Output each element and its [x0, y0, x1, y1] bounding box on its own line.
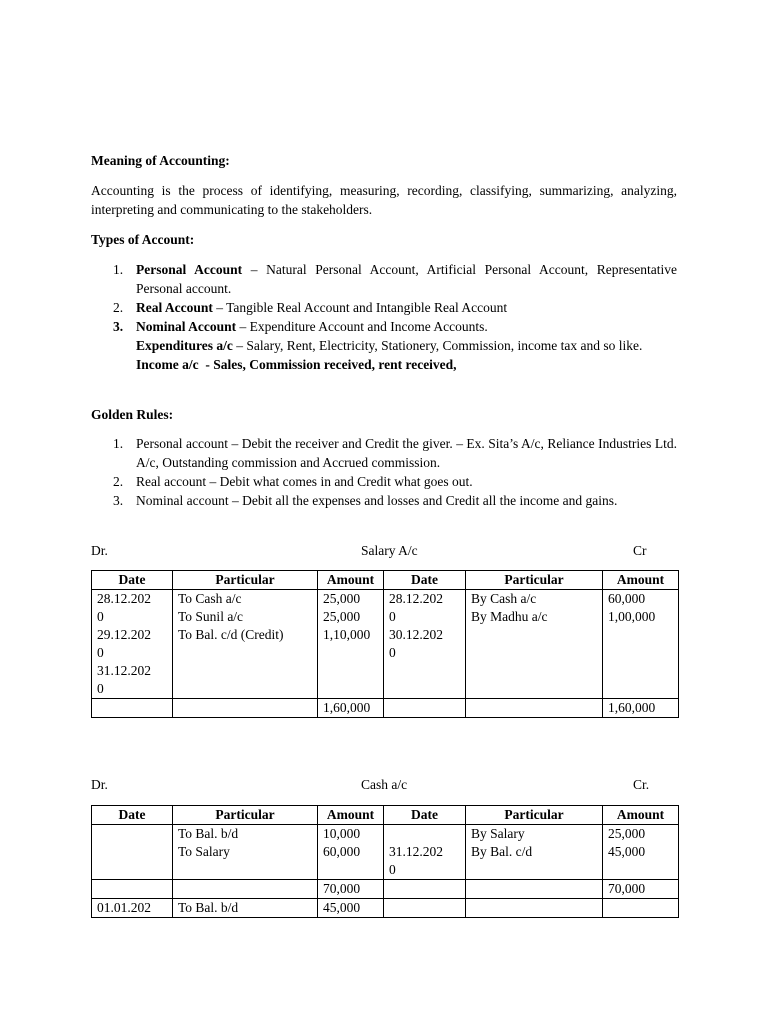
opening-date: 01.01.202 — [92, 899, 173, 918]
meaning-paragraph: Accounting is the process of identifying, measuring, recording, classifying, summarizing, analyzing, interpreting and communicating to the stakeholders. — [91, 183, 677, 217]
list-item-text: Nominal account – Debit all the expenses and losses and Credit all the income and gains. — [136, 493, 618, 508]
list-item: 3. Nominal Account – Expenditure Account and Income Accounts. Expenditures a/c – Salary, Rent, Electricity, Stationery, Commission, income tax and so like. Income a/c - Sales, Commission received, rent received, — [91, 317, 677, 374]
table-row — [92, 825, 679, 880]
salary-ledger-table — [91, 570, 679, 718]
table-row — [92, 590, 679, 699]
debit-total: 1,60,000 — [318, 699, 384, 718]
list-item: 1. Personal account – Debit the receiver and Credit the giver. – Ex. Sita’s A/c, Reliance Industries Ltd. A/c, Outstanding commission and Accrued commission. — [113, 436, 677, 470]
credit-amounts-cell: 25,000 45,000 — [603, 825, 679, 880]
column-header: Particular — [173, 806, 318, 825]
cash-ledger-table — [91, 805, 679, 918]
column-header: Amount — [318, 571, 384, 590]
credit-label: Cr — [633, 543, 647, 558]
debit-label: Dr. — [91, 777, 108, 792]
debit-label: Dr. — [91, 543, 108, 558]
column-header: Date — [92, 571, 173, 590]
types-heading: Types of Account: — [91, 232, 195, 247]
credit-particulars-cell: By Salary By Bal. c/d — [466, 825, 603, 880]
types-list — [91, 260, 677, 374]
list-item-text: Personal account – Debit the receiver and Credit the giver. – Ex. Sita’s A/c, Reliance Industries Ltd. A/c, Outstanding commission and Accrued commission. — [136, 436, 677, 470]
column-header: Particular — [173, 571, 318, 590]
credit-amounts-cell: 60,000 1,00,000 — [603, 590, 679, 699]
list-item-text: – Tangible Real Account and Intangible Real Account — [212, 300, 508, 315]
column-header: Amount — [603, 806, 679, 825]
golden-heading: Golden Rules: — [91, 407, 174, 422]
credit-particulars-cell: By Cash a/c By Madhu a/c — [466, 590, 603, 699]
debit-dates-cell: 28.12.202 0 29.12.202 0 31.12.202 0 — [92, 590, 173, 699]
income-line: Income a/c - Sales, Commission received, rent received, — [136, 357, 457, 372]
list-item: 1. Personal Account – Natural Personal Account, Artificial Personal Account, Representative Personal account. — [113, 262, 677, 296]
totals-row — [92, 880, 679, 899]
debit-particulars-cell: To Cash a/c To Sunil a/c To Bal. c/d (Credit) — [173, 590, 318, 699]
debit-amounts-cell: 10,000 60,000 — [318, 825, 384, 880]
opening-particular: To Bal. b/d — [173, 899, 318, 918]
list-item-term: Nominal Account — [136, 319, 237, 334]
list-item-text: Real account – Debit what comes in and Credit what goes out. — [136, 474, 473, 489]
list-item: 2. Real Account – Tangible Real Account and Intangible Real Account — [113, 300, 508, 315]
ledger-title: Salary A/c — [361, 543, 418, 558]
column-header: Amount — [603, 571, 679, 590]
table-header-row — [92, 806, 679, 825]
golden-list — [91, 434, 677, 510]
list-item-text: – Natural Personal Account, Artificial Personal Account, Representative Personal account. — [136, 262, 677, 296]
list-item: 2. Real account – Debit what comes in and Credit what goes out. — [113, 474, 473, 489]
debit-particulars-cell: To Bal. b/d To Salary — [173, 825, 318, 880]
debit-amounts-cell: 25,000 25,000 1,10,000 — [318, 590, 384, 699]
totals-row — [92, 699, 679, 718]
table-row — [92, 899, 679, 918]
column-header: Date — [384, 571, 466, 590]
expenditures-line: Expenditures a/c – Salary, Rent, Electricity, Stationery, Commission, income tax and so like. — [136, 338, 643, 353]
column-header: Particular — [466, 571, 603, 590]
list-item: 3. Nominal account – Debit all the expenses and losses and Credit all the income and gains. — [113, 493, 618, 508]
debit-total: 70,000 — [318, 880, 384, 899]
salary-ledger-header — [91, 541, 677, 560]
column-header: Amount — [318, 806, 384, 825]
list-item-term: Real Account — [136, 300, 213, 315]
credit-total: 70,000 — [603, 880, 679, 899]
ledger-title: Cash a/c — [361, 777, 408, 792]
credit-dates-cell: 31.12.202 0 — [384, 825, 466, 880]
table-header-row — [92, 571, 679, 590]
credit-dates-cell: 28.12.202 0 30.12.202 0 — [384, 590, 466, 699]
credit-label: Cr. — [633, 777, 650, 792]
column-header: Date — [92, 806, 173, 825]
column-header: Date — [384, 806, 466, 825]
opening-amount: 45,000 — [318, 899, 384, 918]
list-item-term: Personal Account — [136, 262, 243, 277]
column-header: Particular — [466, 806, 603, 825]
cash-ledger-header — [91, 775, 677, 794]
meaning-heading: Meaning of Accounting: — [91, 153, 230, 168]
debit-dates-cell — [92, 825, 173, 880]
list-item-text: – Expenditure Account and Income Accounts. — [236, 319, 488, 334]
credit-total: 1,60,000 — [603, 699, 679, 718]
